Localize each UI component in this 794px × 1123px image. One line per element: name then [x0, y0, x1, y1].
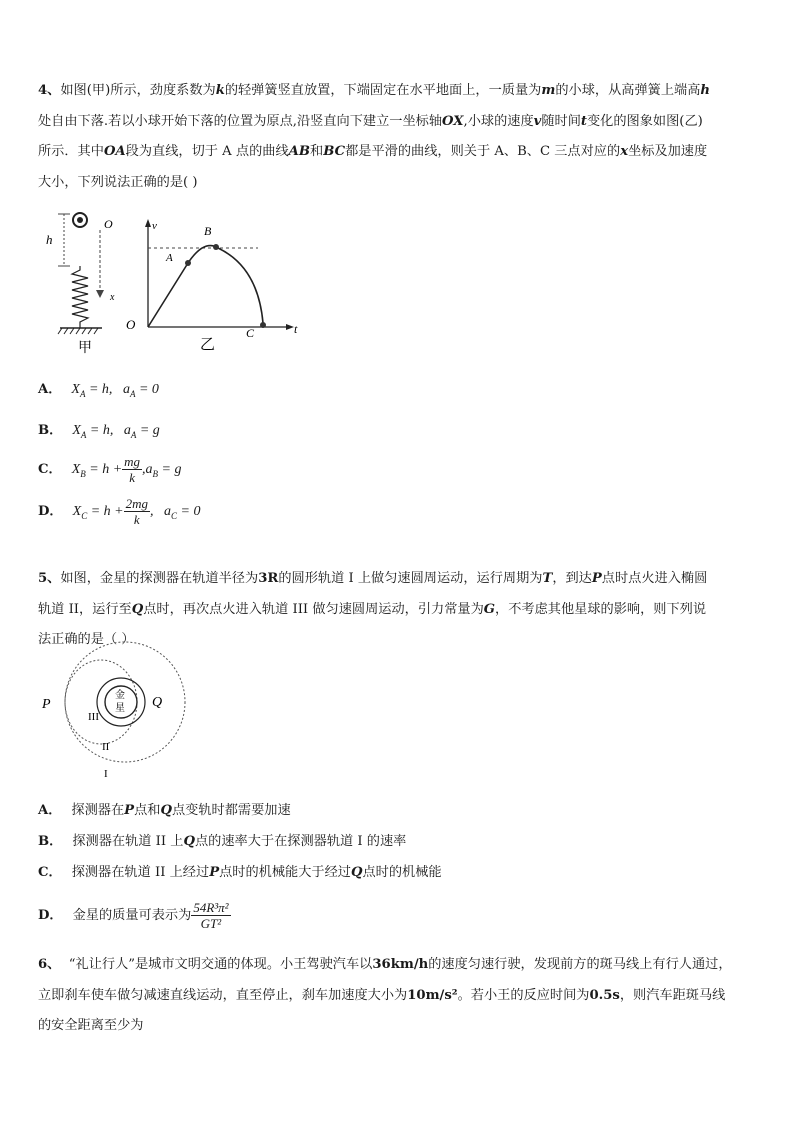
q4-line-3: 所示．其中OA段为直线，切于 A 点的曲线AB和BC都是平滑的曲线，则关于 A、B、C 三点对应的x坐标及加速度 [38, 144, 708, 159]
q5-option-d[interactable]: D． 金星的质量可表示为 $\frac{\text{54R³π²}}{\text{GT²}}$ [38, 900, 229, 931]
q4-line-1: 4、如图(甲)所示，劲度系数为k的轻弹簧竖直放置，下端固定在水平地面上，一质量为m的小球，从高弹簧上端高h [38, 83, 710, 98]
q5-option-c[interactable]: C． 探测器在轨道 II 上经过P点时的机械能大于经过Q点时的机械能 [38, 865, 442, 880]
q4-line-2: 处自由下落.若以小球开始下落的位置为原点,沿竖直向下建立一坐标轴OX,小球的速度v随时间t变化的图象如图(乙) [38, 113, 703, 129]
svg-text:v: v [152, 220, 157, 232]
q4-option-a[interactable]: A． $X_A = h$, $a_A = 0$ [38, 382, 159, 399]
q5-option-a[interactable]: A． 探测器在P点和Q点变轨时都需要加速 [38, 803, 291, 818]
svg-text:A: A [166, 252, 173, 264]
svg-text:P: P [42, 697, 51, 712]
svg-text:O: O [104, 217, 113, 231]
q5-line-2: 轨道 II，运行至Q点时，再次点火进入轨道 III 做匀速圆周运动，引力常量为G，不考虑其他星球的影响，则下列说 [38, 601, 707, 617]
orbit-figure [38, 640, 208, 785]
q5-option-b[interactable]: B． 探测器在轨道 II 上Q点的速率大于在探测器轨道 I 的速率 [38, 834, 407, 849]
svg-text:B: B [204, 224, 212, 238]
q4-option-c[interactable]: C． $X_B = h$ + $\frac{mg}{k}$ $,a_B = g$ [38, 454, 182, 485]
svg-text:金: 金 [115, 690, 125, 701]
q4-line-4: 大小，下列说法正确的是( ) [38, 174, 198, 190]
q6-line-2: 立即刹车使车做匀减速直线运动，直至停止，刹车加速度大小为10m/s²。若小王的反应时间为0.5s，则汽车距斑马线 [38, 987, 726, 1003]
point-b [213, 244, 219, 250]
spring-h-label: h [46, 232, 53, 247]
svg-text:O: O [126, 317, 136, 332]
spring-figure [40, 208, 120, 358]
q5-line-1: 5、如图，金星的探测器在轨道半径为3R的圆形轨道 I 上做匀速圆周运动，运行周期为T，到达P点时点火进入椭圆 [38, 571, 708, 586]
q6-line-1: 6、 “礼让行人”是城市文明交通的体现。小王驾驶汽车以36km/h的速度匀速行驶，发现前方的斑马线上有行人通过， [38, 957, 732, 972]
figure-jia-caption: 甲 [78, 341, 92, 356]
question-4 [38, 76, 756, 198]
spring [72, 266, 88, 328]
svg-text:I: I [104, 768, 108, 780]
q4-option-b[interactable]: B． $X_A = h$, $a_A = g$ [38, 423, 160, 440]
svg-text:III: III [88, 711, 99, 723]
figure-yi-caption: 乙 [200, 337, 216, 353]
point-a [185, 260, 191, 266]
svg-text:星: 星 [115, 703, 125, 714]
point-c [260, 322, 266, 328]
q6-line-3: 的安全距离至少为 [38, 1018, 144, 1033]
q4-option-d[interactable]: D． $X_C = h$ + $\frac{2mg}{k}$ , $a_C = 0$ [38, 496, 201, 527]
svg-text:t: t [294, 322, 298, 336]
q5-line-3: 法正确的是（ ） [38, 632, 135, 647]
vt-graph [118, 215, 308, 355]
svg-text:C: C [246, 326, 255, 340]
question-6 [38, 950, 756, 1042]
svg-text:x: x [110, 292, 115, 303]
svg-text:II: II [102, 741, 110, 753]
svg-text:Q: Q [152, 695, 163, 710]
